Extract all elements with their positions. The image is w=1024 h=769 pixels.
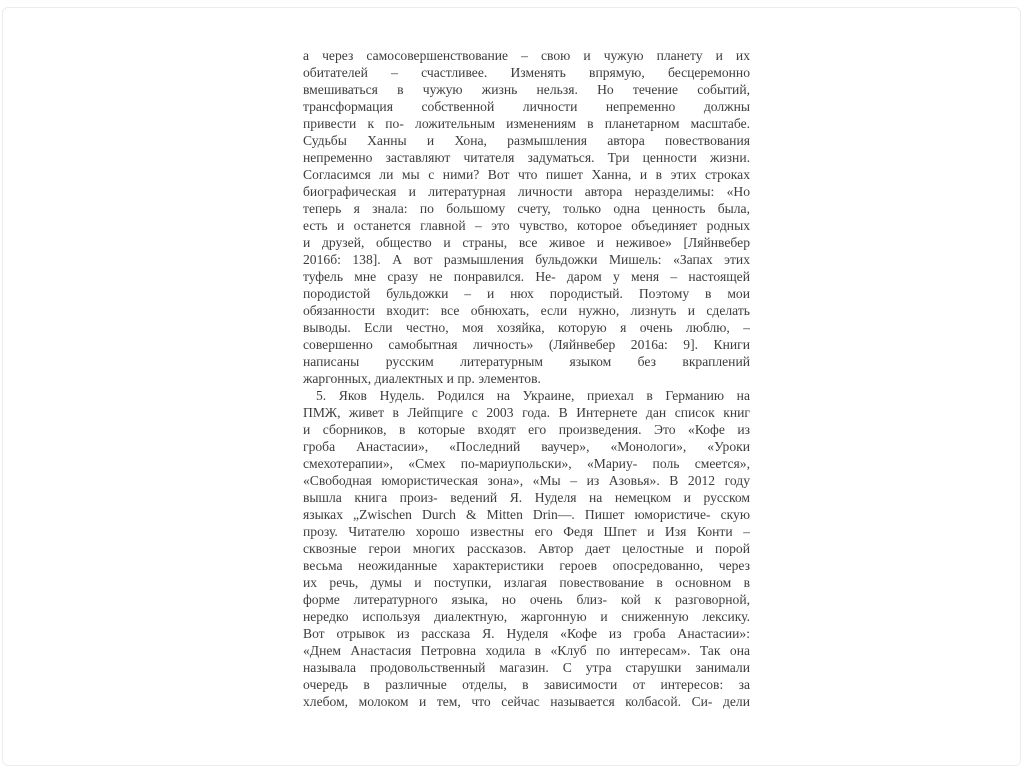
text-line: а через самосовершенствование – свою и чужую планету и их [303, 48, 750, 63]
text-line: биографическая и литературная личности автора неразделимы: «Но [303, 184, 750, 199]
text-line: хлебом, молоком и тем, что сейчас называется колбасой. Си- дели [303, 694, 750, 709]
body-text-block [303, 47, 750, 710]
text-line: Согласимся ли мы с ними? Вот что пишет Ханна, и в этих строках [303, 167, 750, 182]
text-line: смехотерапии», «Смех по-мариупольски», «Мариу- поль смеется», [303, 456, 750, 471]
text-line: жаргонных, диалектных и пр. элементов. [303, 371, 541, 386]
text-line: вышла книга произ- ведений Я. Нуделя на немецком и русском [303, 490, 750, 505]
text-line: называла продовольственный магазин. С утра старушки занимали [303, 660, 750, 675]
text-line: их речь, думы и поступки, излагая повествование в основном в [303, 575, 750, 590]
text-line: и сборников, в которые входят его произведения. Это «Кофе из [303, 422, 750, 437]
text-line: написаны русским литературным языком без вкраплений [303, 354, 750, 369]
text-line: форме литературного языка, но очень близ- кой к разговорной, [303, 592, 750, 607]
text-line: вмешиваться в чужую жизнь нельзя. Но течение событий, [303, 82, 750, 97]
text-line: трансформация собственной личности непременно должны [303, 99, 750, 114]
text-line: обитателей – счастливее. Изменять впрямую, бесцеремонно [303, 65, 750, 80]
text-line: теперь я знала: по большому счету, только одна ценность была, [303, 201, 750, 216]
text-line: породистой бульдожки – и нюх породистый. Поэтому в мои [303, 286, 750, 301]
text-line: «Днем Анастасия Петровна ходила в «Клуб по интересам». Так она [303, 643, 750, 658]
text-line: нередко используя диалектную, жаргонную и сниженную лексику. [303, 609, 750, 624]
text-line: «Свободная юмористическая зона», «Мы – из Азовья». В 2012 году [303, 473, 750, 488]
text-line: и друзей, общество и страны, все живое и неживое» [Ляйнвебер [303, 235, 750, 250]
text-line: очередь в различные отделы, в зависимости от интересов: за [303, 677, 750, 692]
text-line: сквозные герои многих рассказов. Автор дает целостные и порой [303, 541, 750, 556]
text-line: 5. Яков Нудель. Родился на Украине, приехал в Германию на [316, 388, 750, 403]
text-line: Вот отрывок из рассказа Я. Нуделя «Кофе из гроба Анастасии»: [303, 626, 750, 641]
text-line: есть и останется главной – это чувство, которое объединяет родных [303, 218, 750, 233]
text-line: Судьбы Ханны и Хона, размышления автора повествования [303, 133, 750, 148]
text-line: привести к по- ложительным изменениям в планетарном масштабе. [303, 116, 750, 131]
text-line: совершенно самобытная личность» (Ляйнвебер 2016а: 9]. Книги [303, 337, 750, 352]
text-line: обязанности входит: все обнюхать, если нужно, лизнуть и сделать [303, 303, 750, 318]
text-line: 2016б: 138]. А вот размышления бульдожки Мишель: «Запах этих [303, 252, 750, 267]
text-line: ПМЖ, живет в Лейпциге с 2003 года. В Интернете дан список книг [303, 405, 750, 420]
text-line: языках „Zwischen Durch & Mitten Drin—. Пишет юмористиче- скую [303, 507, 750, 522]
text-line: гроба Анастасии», «Последний ваучер», «Монологи», «Уроки [303, 439, 750, 454]
text-line: прозу. Читателю хорошо известны его Федя Шпет и Изя Конти – [303, 524, 750, 539]
text-line: выводы. Если честно, моя хозяйка, которую я очень люблю, – [303, 320, 750, 335]
text-line: туфель мне сразу не понравился. Не- даром у меня – настоящей [303, 269, 750, 284]
text-line: непременно заставляют читателя задуматься. Три ценности жизни. [303, 150, 750, 165]
text-line: весьма неожиданные характеристики героев опосредованно, через [303, 558, 750, 573]
